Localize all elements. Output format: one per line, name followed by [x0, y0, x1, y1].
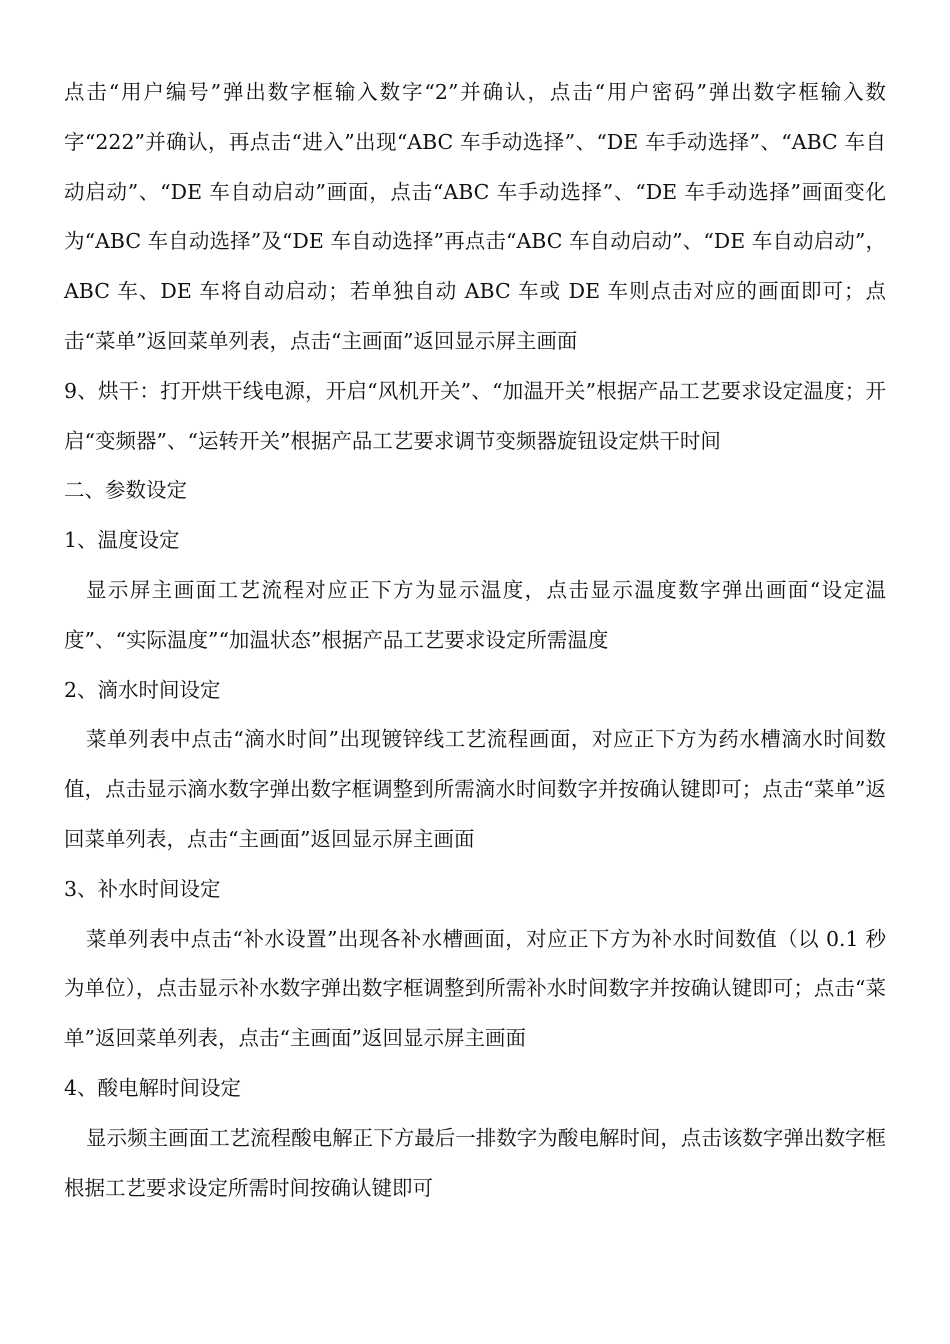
- document-body: [64, 68, 886, 1213]
- section-heading-parameter-settings: 二、参数设定: [64, 478, 187, 503]
- paragraph-drying: 9、烘干：打开烘干线电源，开启“风机开关”、“加温开关”根据产品工艺要求设定温度；开启“变频器”、“运转开关”根据产品工艺要求调节变频器旋钮设定烘干时间: [64, 378, 886, 453]
- subheading-refill-time-setting: 3、补水时间设定: [64, 876, 221, 901]
- paragraph-acid-electrolysis-time-setting: 显示频主画面工艺流程酸电解正下方最后一排数字为酸电解时间，点击该数字弹出数字框根据工艺要求设定所需时间按确认键即可: [64, 1125, 886, 1200]
- paragraph-drip-time-setting: 菜单列表中点击“滴水时间”出现镀锌线工艺流程画面，对应正下方为药水槽滴水时间数值，点击显示滴水数字弹出数字框调整到所需滴水时间数字并按确认键即可；点击“菜单”返回菜单列表，点击“主画面”返回显示屏主画面: [64, 727, 886, 851]
- paragraph-refill-time-setting: 菜单列表中点击“补水设置”出现各补水槽画面，对应正下方为补水时间数值（以 0.1 秒为单位），点击显示补水数字弹出数字框调整到所需补水时间数字并按确认键即可；点击“菜单”返回菜单列表，点击“主画面”返回显示屏主画面: [64, 926, 886, 1051]
- paragraph-login-and-auto-start: 点击“用户编号”弹出数字框输入数字“2”并确认，点击“用户密码”弹出数字框输入数字“222”并确认，再点击“进入”出现“ABC 车手动选择”、“DE 车手动选择”、“ABC 车自动启动”、“DE 车自动启动”画面，点击“ABC 车手动选择”、“DE 车手动选择”画面变化为“ABC 车自动选择”及“DE 车自动选择”再点击“ABC 车自动启动”、“DE 车自动启动”，ABC 车、DE 车将自动启动；若单独自动 ABC 车或 DE 车则点击对应的画面即可；点击“菜单”返回菜单列表，点击“主画面”返回显示屏主画面: [64, 80, 886, 353]
- paragraph-temperature-setting: 显示屏主画面工艺流程对应正下方为显示温度，点击显示温度数字弹出画面“设定温度”、“实际温度”“加温状态”根据产品工艺要求设定所需温度: [64, 577, 886, 652]
- subheading-temperature-setting: 1、温度设定: [64, 528, 180, 553]
- subheading-drip-time-setting: 2、滴水时间设定: [64, 677, 221, 702]
- subheading-acid-electrolysis-time-setting: 4、酸电解时间设定: [64, 1075, 242, 1100]
